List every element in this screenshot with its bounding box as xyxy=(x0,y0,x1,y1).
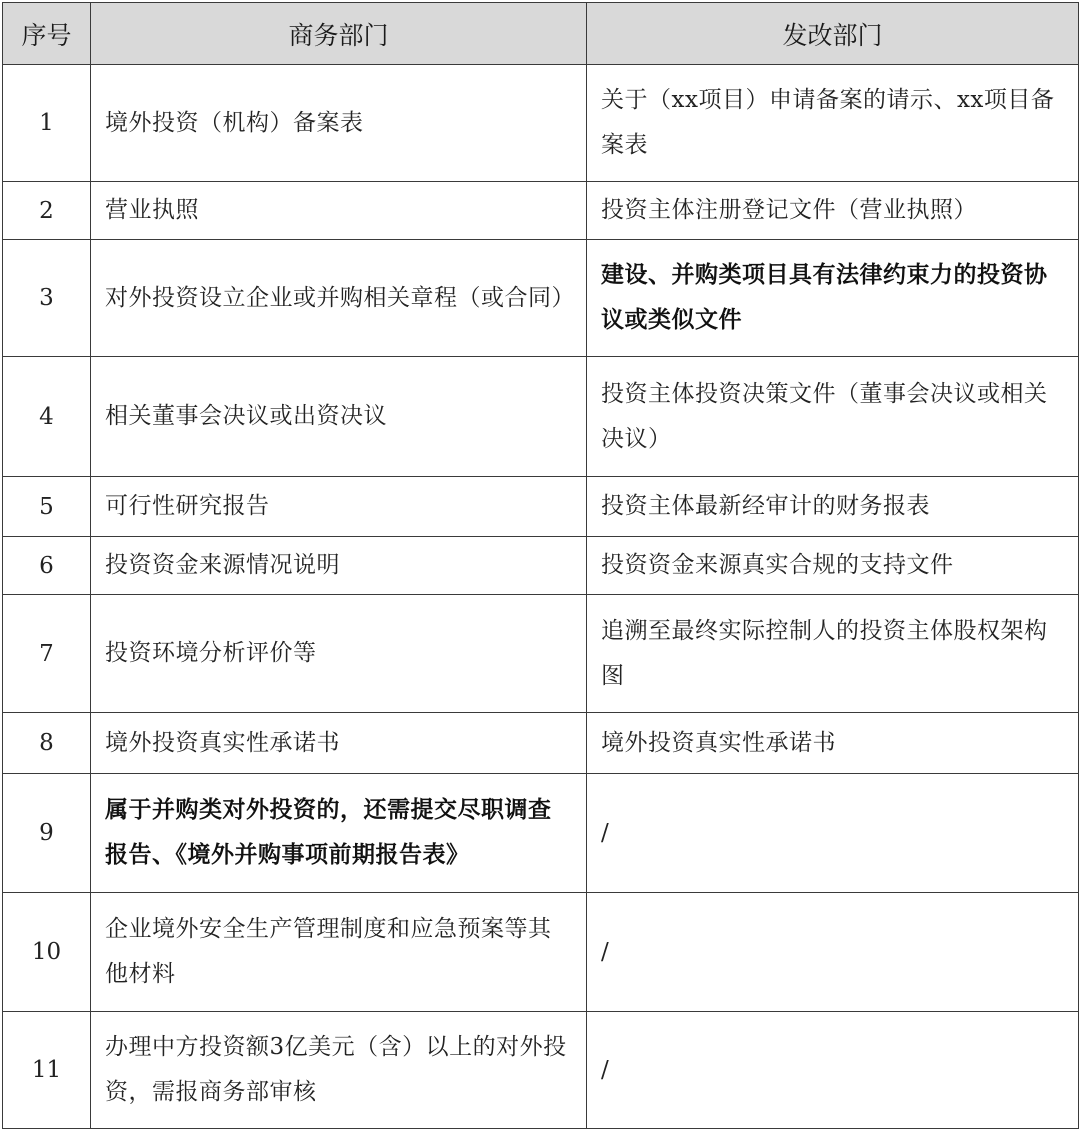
commerce-doc: 相关董事会决议或出资决议 xyxy=(91,357,587,477)
row-index: 9 xyxy=(3,774,91,893)
ndrc-doc: 投资主体投资决策文件（董事会决议或相关决议） xyxy=(587,357,1079,477)
row-index: 2 xyxy=(3,182,91,240)
row-index: 11 xyxy=(3,1012,91,1129)
commerce-doc: 可行性研究报告 xyxy=(91,477,587,537)
table-row xyxy=(3,357,1079,477)
header-ndrc-dept: 发改部门 xyxy=(587,3,1079,65)
ndrc-doc: 建设、并购类项目具有法律约束力的投资协议或类似文件 xyxy=(587,240,1079,357)
ndrc-doc: 投资主体注册登记文件（营业执照） xyxy=(587,182,1079,240)
row-index: 10 xyxy=(3,893,91,1012)
ndrc-doc: 投资主体最新经审计的财务报表 xyxy=(587,477,1079,537)
commerce-doc: 营业执照 xyxy=(91,182,587,240)
table-row xyxy=(3,240,1079,357)
table-row xyxy=(3,477,1079,537)
header-index: 序号 xyxy=(3,3,91,65)
commerce-doc: 境外投资（机构）备案表 xyxy=(91,65,587,182)
ndrc-doc: / xyxy=(587,774,1079,893)
ndrc-doc: 投资资金来源真实合规的支持文件 xyxy=(587,537,1079,595)
table-header-row xyxy=(3,3,1079,65)
ndrc-doc: / xyxy=(587,893,1079,1012)
commerce-doc: 投资环境分析评价等 xyxy=(91,595,587,713)
commerce-doc: 企业境外安全生产管理制度和应急预案等其他材料 xyxy=(91,893,587,1012)
row-index: 7 xyxy=(3,595,91,713)
ndrc-doc: 追溯至最终实际控制人的投资主体股权架构图 xyxy=(587,595,1079,713)
row-index: 4 xyxy=(3,357,91,477)
table-row xyxy=(3,774,1079,893)
header-commerce-dept: 商务部门 xyxy=(91,3,587,65)
commerce-doc: 境外投资真实性承诺书 xyxy=(91,713,587,774)
row-index: 8 xyxy=(3,713,91,774)
table-row xyxy=(3,595,1079,713)
commerce-doc: 对外投资设立企业或并购相关章程（或合同） xyxy=(91,240,587,357)
ndrc-doc: / xyxy=(587,1012,1079,1129)
row-index: 3 xyxy=(3,240,91,357)
comparison-table xyxy=(2,2,1079,1129)
table-row xyxy=(3,713,1079,774)
table-row xyxy=(3,1012,1079,1129)
ndrc-doc: 境外投资真实性承诺书 xyxy=(587,713,1079,774)
table-row xyxy=(3,537,1079,595)
row-index: 5 xyxy=(3,477,91,537)
row-index: 1 xyxy=(3,65,91,182)
table-row xyxy=(3,893,1079,1012)
table-row xyxy=(3,65,1079,182)
ndrc-doc: 关于（xx项目）申请备案的请示、xx项目备案表 xyxy=(587,65,1079,182)
commerce-doc: 投资资金来源情况说明 xyxy=(91,537,587,595)
commerce-doc: 属于并购类对外投资的，还需提交尽职调查报告、《境外并购事项前期报告表》 xyxy=(91,774,587,893)
row-index: 6 xyxy=(3,537,91,595)
commerce-doc: 办理中方投资额3亿美元（含）以上的对外投资，需报商务部审核 xyxy=(91,1012,587,1129)
table-row xyxy=(3,182,1079,240)
